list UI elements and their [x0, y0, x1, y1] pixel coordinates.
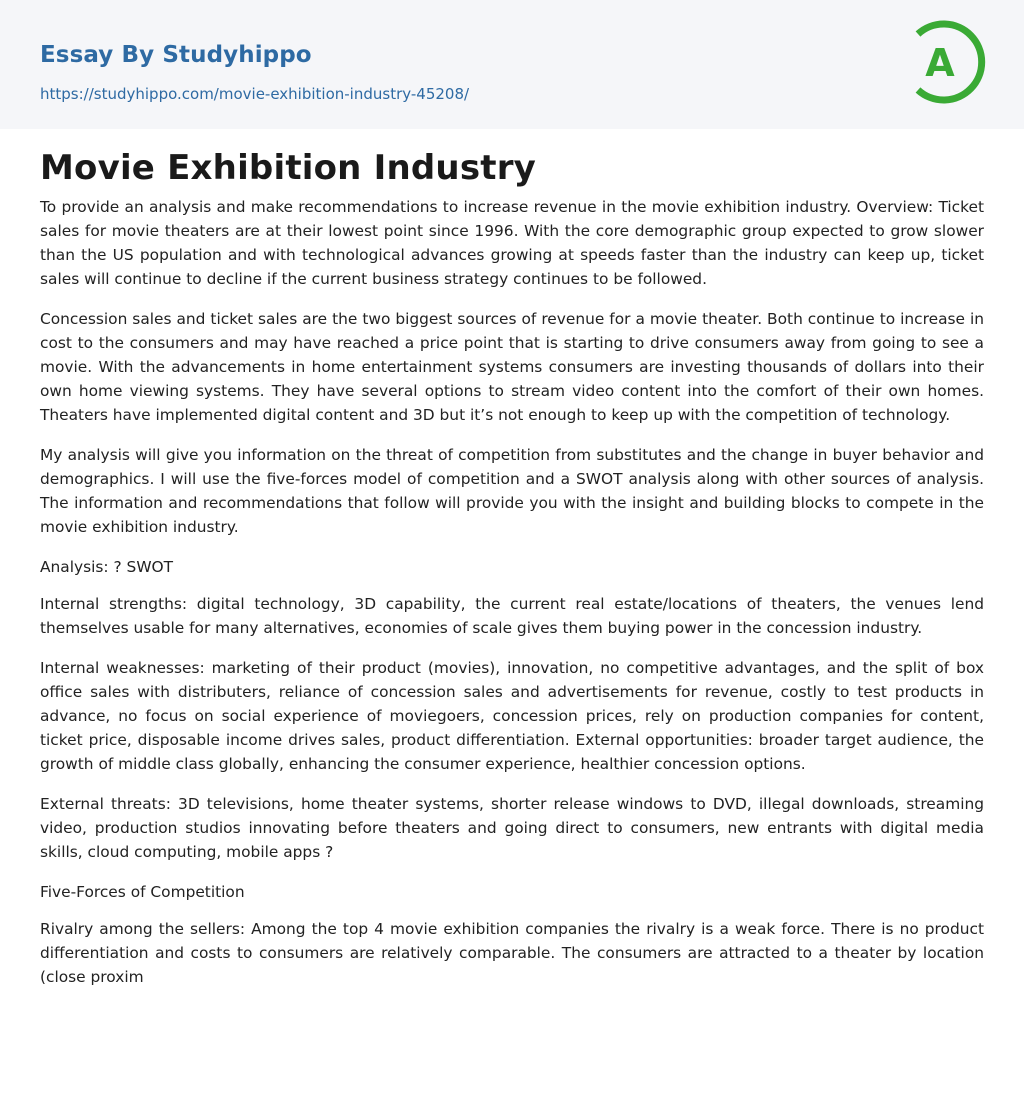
site-header — [0, 0, 1024, 129]
swot-weaknesses-paragraph: Internal weaknesses: marketing of their product (movies), innovation, no competitive advantages, and the split of box office sales with distributers, reliance of concession sales and advertisements for revenue, costly to test products in advance, no focus on social experience of moviegoers, concession prices, rely on production companies for content, ticket price, disposable income drives sales, product differentiation. External opportunities: broader target audience, the growth of middle class globally, enhancing the consumer experience, healthier concession options. — [40, 659, 984, 773]
article — [40, 146, 984, 989]
intro-paragraph-2: Concession sales and ticket sales are the two biggest sources of revenue for a movie theater. Both continue to increase in cost to the consumers and may have reached a price point that is starting to drive consumers away from going to see a movie. With the advancements in home entertainment systems consumers are investing thousands of dollars into their own home viewing systems. They have several options to stream video content into the comfort of their own homes. Theaters have implemented digital content and 3D but it’s not enough to keep up with the competition of technology. — [40, 310, 984, 424]
brand-title[interactable]: Essay By Studyhippo — [40, 42, 312, 68]
swot-strengths-paragraph: Internal strengths: digital technology, 3D capability, the current real estate/locations of theaters, the venues lend themselves usable for many alternatives, economies of scale gives them buying power in the concession industry. — [40, 595, 984, 637]
intro-paragraph-3: My analysis will give you information on the threat of competition from substitutes and the change in buyer behavior and demographics. I will use the five-forces model of competition and a SWOT analysis along with other sources of analysis. The information and recommendations that follow will provide you with the insight and building blocks to compete in the movie exhibition industry. — [40, 446, 984, 536]
essay-url-link[interactable]: https://studyhippo.com/movie-exhibition-industry-45208/ — [40, 85, 470, 103]
swot-heading: Analysis: ? SWOT — [40, 558, 174, 576]
logo-letter: A — [925, 41, 955, 85]
page-title: Movie Exhibition Industry — [40, 148, 537, 188]
studyhippo-logo-icon[interactable] — [910, 18, 988, 106]
intro-paragraph-1: To provide an analysis and make recommendations to increase revenue in the movie exhibition industry. Overview: Ticket sales for movie theaters are at their lowest point since 1996. With the core demographic group expected to grow slower than the US population and with technological advances growing at speeds faster than the industry can keep up, ticket sales will continue to decline if the current business strategy continues to be followed. — [40, 198, 984, 288]
swot-threats-paragraph: External threats: 3D televisions, home theater systems, shorter release windows to DVD, illegal downloads, streaming video, production studios innovating before theaters and going direct to consumers, new entrants with digital media skills, cloud computing, mobile apps ? — [40, 795, 984, 861]
five-forces-heading: Five-Forces of Competition — [40, 883, 245, 901]
rivalry-paragraph: Rivalry among the sellers: Among the top 4 movie exhibition companies the rivalry is a weak force. There is no product differentiation and costs to consumers are relatively comparable. The consumers are attracted to a theater by location (close proxim — [40, 920, 984, 986]
